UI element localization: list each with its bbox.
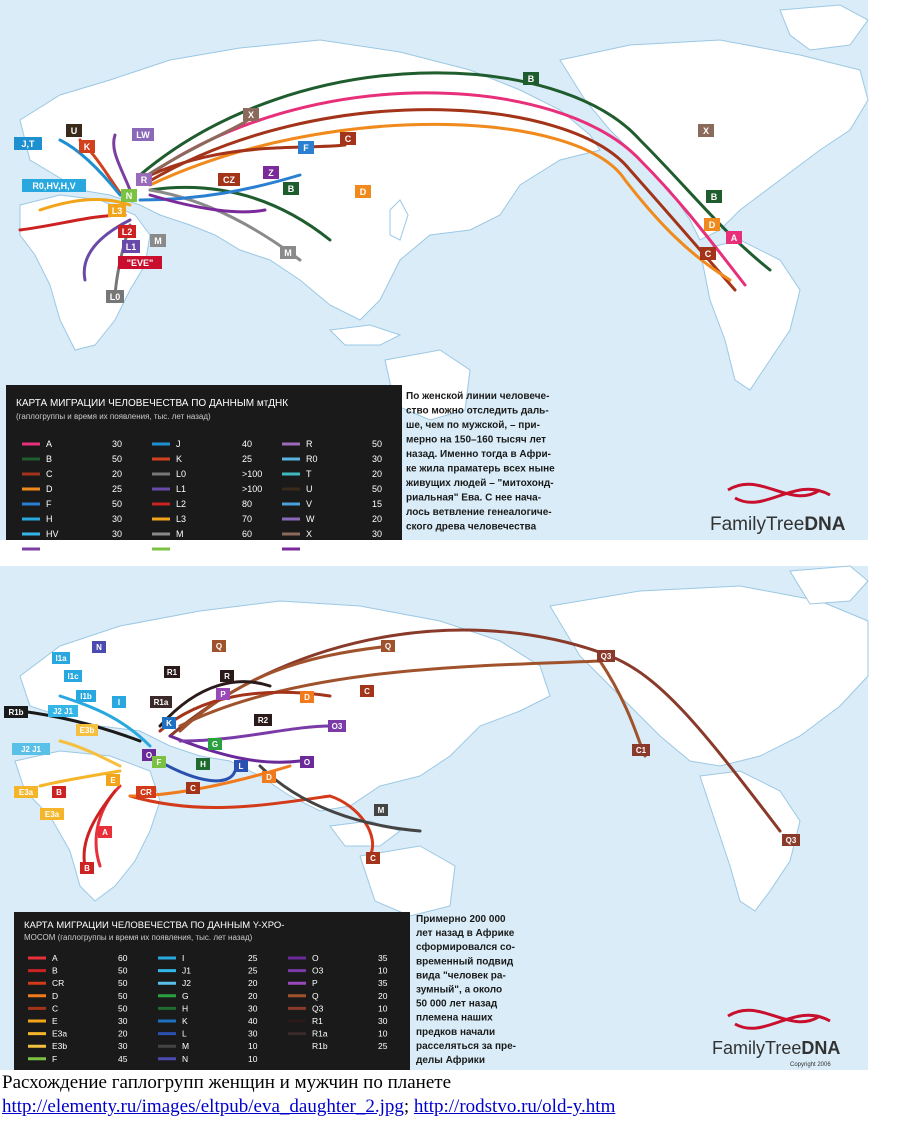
map-label xyxy=(523,72,539,85)
legend-haplogroup: F xyxy=(52,1053,58,1064)
map-label xyxy=(121,189,137,202)
svg-text:D: D xyxy=(359,187,367,197)
legend-haplogroup: J1 xyxy=(182,965,191,976)
legend-age: 30 xyxy=(248,1028,258,1039)
map-label xyxy=(218,173,240,186)
description-line: временный подвид xyxy=(416,956,514,968)
legend-age: 30 xyxy=(378,1016,388,1026)
legend-haplogroup: J xyxy=(176,439,181,449)
legend-age: 50 xyxy=(242,544,253,554)
map-label xyxy=(136,786,156,798)
map-label xyxy=(118,256,162,269)
svg-text:L3: L3 xyxy=(111,206,123,216)
svg-text:Q: Q xyxy=(215,642,223,651)
svg-text:Z: Z xyxy=(268,168,274,178)
legend-age: 30 xyxy=(248,1003,258,1014)
description-line: 50 000 лет назад xyxy=(416,998,498,1010)
map-label xyxy=(76,724,98,736)
legend-age: 40 xyxy=(248,1016,258,1026)
legend-haplogroup: Q3 xyxy=(312,1003,324,1014)
legend-item xyxy=(22,544,122,554)
svg-text:I1c: I1c xyxy=(67,672,79,681)
map-label xyxy=(366,852,380,864)
legend-age: 50 xyxy=(118,965,128,976)
legend-haplogroup: L0 xyxy=(176,469,187,479)
caption-links xyxy=(2,1095,892,1119)
legend-haplogroup: L3 xyxy=(176,514,187,524)
map-label xyxy=(243,108,259,121)
map-label xyxy=(12,743,50,755)
legend-haplogroup: M xyxy=(182,1041,190,1052)
mtdna-migration-map xyxy=(0,0,868,554)
svg-text:O: O xyxy=(145,751,153,760)
map-label xyxy=(52,652,70,664)
map-label xyxy=(300,691,314,703)
legend-haplogroup: C xyxy=(46,469,53,479)
svg-text:R1a: R1a xyxy=(153,698,169,707)
legend-age: 15 xyxy=(112,544,123,554)
legend-age: 50 xyxy=(118,1003,128,1014)
svg-text:L0: L0 xyxy=(109,292,121,302)
map-label xyxy=(216,688,230,700)
legend-haplogroup: E3b xyxy=(52,1041,68,1052)
svg-text:P: P xyxy=(220,690,226,699)
svg-text:R0,HV,H,V: R0,HV,H,V xyxy=(32,181,76,191)
legend-age: 35 xyxy=(378,978,388,989)
legend-age: 20 xyxy=(248,990,258,1001)
description-line: ство можно отследить даль- xyxy=(406,405,549,417)
map-label xyxy=(92,641,106,653)
svg-text:R2: R2 xyxy=(257,716,269,725)
map-label xyxy=(162,717,176,729)
legend-age: 35 xyxy=(378,953,388,963)
legend-haplogroup: R1b xyxy=(312,1041,328,1052)
legend-haplogroup: HV xyxy=(46,529,59,539)
legend-age: 60 xyxy=(118,953,128,963)
legend-haplogroup: R0 xyxy=(306,454,318,464)
legend-haplogroup: N xyxy=(176,544,183,554)
svg-text:LW: LW xyxy=(136,130,150,140)
legend-haplogroup: U xyxy=(306,484,313,494)
legend-haplogroup: C xyxy=(52,1003,59,1014)
svg-text:K: K xyxy=(166,719,172,728)
legend-haplogroup: E3a xyxy=(52,1028,68,1039)
legend-haplogroup: W xyxy=(306,514,315,524)
legend-haplogroup: A xyxy=(46,439,53,449)
legend-haplogroup: D xyxy=(46,484,53,494)
svg-text:M: M xyxy=(154,236,162,246)
legend-haplogroup: B xyxy=(52,965,58,976)
svg-text:H: H xyxy=(200,760,206,769)
ydna-map-svg xyxy=(0,566,868,1070)
description-line: мерно на 150–160 тысяч лет xyxy=(406,434,547,446)
legend-age: 20 xyxy=(372,514,383,524)
svg-text:E3a: E3a xyxy=(44,810,60,819)
description-line: риальная" Ева. С нее нача- xyxy=(406,492,542,504)
map-label xyxy=(234,760,248,772)
legend-haplogroup: A xyxy=(52,953,58,963)
legend-haplogroup: P xyxy=(312,978,318,989)
map-label xyxy=(14,786,38,798)
description-line: лось ветвление генеалогиче- xyxy=(406,507,552,518)
source-link-elementy[interactable]: http://elementy.ru/images/eltpub/eva_daughter_2.jpg xyxy=(2,1096,404,1117)
legend-age: 50 xyxy=(118,978,128,989)
legend-subtitle: (гаплогруппы и время их появления, тыс. лет назад) xyxy=(16,412,211,421)
svg-text:O3: O3 xyxy=(331,722,343,731)
description-line: предков начали xyxy=(416,1026,496,1038)
legend-age: 50 xyxy=(118,990,128,1001)
svg-text:C: C xyxy=(190,784,196,793)
svg-text:R1: R1 xyxy=(166,668,178,677)
map-label xyxy=(597,650,615,662)
svg-text:J2 J1: J2 J1 xyxy=(52,707,74,716)
description-line: делы Африки xyxy=(416,1055,485,1066)
legend-haplogroup: K xyxy=(182,1016,188,1026)
legend-haplogroup: D xyxy=(52,990,59,1001)
svg-text:G: G xyxy=(211,740,219,749)
legend-haplogroup: R xyxy=(306,439,313,449)
svg-text:C: C xyxy=(704,249,712,259)
svg-text:B: B xyxy=(56,788,62,797)
map-label xyxy=(360,685,374,697)
description-line: живущих людей – "митохонд- xyxy=(406,478,554,489)
map-label xyxy=(22,179,86,192)
legend-age: >100 xyxy=(242,484,263,494)
legend-haplogroup: R1a xyxy=(312,1028,328,1039)
legend-age: 10 xyxy=(248,1053,258,1064)
map-label xyxy=(108,204,126,217)
legend-age: 20 xyxy=(372,469,383,479)
legend-age: 80 xyxy=(242,499,253,509)
legend-haplogroup: L1 xyxy=(176,484,187,494)
svg-text:E3a: E3a xyxy=(18,788,34,797)
svg-text:"EVE": "EVE" xyxy=(126,258,154,268)
svg-text:R: R xyxy=(140,175,148,185)
svg-text:X: X xyxy=(702,126,710,136)
svg-text:M: M xyxy=(377,806,385,815)
legend-haplogroup: V xyxy=(306,499,313,509)
svg-text:FamilyTreeDNA: FamilyTreeDNA xyxy=(710,514,846,535)
legend-age: 20 xyxy=(112,469,123,479)
map-label xyxy=(122,240,140,253)
svg-text:A: A xyxy=(730,233,738,243)
legend-age: 10 xyxy=(378,1028,388,1039)
map-label xyxy=(328,720,346,732)
legend-title: КАРТА МИГРАЦИИ ЧЕЛОВЕЧЕСТВА ПО ДАННЫМ мтДНК xyxy=(16,398,289,409)
map-label xyxy=(300,756,314,768)
map-label xyxy=(340,132,356,145)
y-chromosome-migration-map xyxy=(0,566,868,1070)
map-label xyxy=(48,705,78,717)
map-label xyxy=(132,128,154,141)
legend-haplogroup: N xyxy=(182,1053,189,1064)
svg-text:I: I xyxy=(117,698,121,707)
legend-haplogroup: CR xyxy=(52,978,65,989)
legend-haplogroup: R1 xyxy=(312,1016,323,1026)
svg-text:L1: L1 xyxy=(125,242,137,252)
svg-text:E3b: E3b xyxy=(79,726,95,735)
map-label xyxy=(14,137,42,150)
description-line: Примерно 200 000 xyxy=(416,914,506,925)
svg-text:J,T: J,T xyxy=(21,139,35,149)
svg-text:X: X xyxy=(247,110,255,120)
legend-haplogroup: H xyxy=(182,1003,189,1014)
legend-age: 15 xyxy=(372,499,383,509)
map-label xyxy=(150,696,172,708)
svg-text:B: B xyxy=(527,74,535,84)
legend-haplogroup: E xyxy=(52,1016,58,1026)
svg-text:J2 J1: J2 J1 xyxy=(20,745,42,754)
legend-age: 30 xyxy=(372,454,383,464)
map-label xyxy=(4,706,28,718)
svg-text:D: D xyxy=(708,220,716,230)
legend-age: >100 xyxy=(242,469,263,479)
legend-age: 25 xyxy=(112,484,123,494)
description-line: зумный", а около xyxy=(416,984,503,996)
map-label xyxy=(298,141,314,154)
legend-age: 25 xyxy=(248,965,258,976)
svg-text:E: E xyxy=(110,776,116,785)
map-label xyxy=(40,808,64,820)
legend-age: 50 xyxy=(372,439,383,449)
svg-text:L: L xyxy=(238,762,244,771)
map-label xyxy=(52,786,66,798)
svg-text:B: B xyxy=(287,184,295,194)
map-label xyxy=(381,640,395,652)
svg-text:CZ: CZ xyxy=(223,175,235,185)
legend-haplogroup: F xyxy=(46,499,52,509)
legend-haplogroup: T xyxy=(306,469,312,479)
map-label xyxy=(374,804,388,816)
description-line: племена наших xyxy=(416,1012,493,1024)
caption-text: Расхождение гаплогрупп женщин и мужчин по планете xyxy=(2,1072,452,1093)
svg-text:FamilyTreeDNA: FamilyTreeDNA xyxy=(712,1038,841,1058)
link-separator: ; xyxy=(403,1096,414,1117)
legend-age: 30 xyxy=(118,1016,128,1026)
description-line: сформировался со- xyxy=(416,942,515,954)
svg-text:B: B xyxy=(710,192,718,202)
svg-text:D: D xyxy=(266,773,272,782)
svg-text:I1b: I1b xyxy=(80,692,92,701)
svg-text:D: D xyxy=(304,693,310,702)
legend-item xyxy=(282,544,382,554)
legend-haplogroup: G xyxy=(182,990,189,1001)
legend-age: 40 xyxy=(242,439,253,449)
legend-age: 10 xyxy=(378,965,388,976)
description-line: По женской линии человече- xyxy=(406,391,550,402)
map-label xyxy=(632,744,650,756)
svg-text:Q3: Q3 xyxy=(785,836,797,845)
map-label xyxy=(220,670,234,682)
legend-age: 50 xyxy=(112,454,123,464)
legend-age: 25 xyxy=(248,953,258,963)
legend-haplogroup: B xyxy=(46,454,53,464)
map-label xyxy=(726,231,742,244)
svg-text:R1b: R1b xyxy=(8,708,24,717)
map-label xyxy=(262,771,276,783)
map-label xyxy=(152,756,166,768)
map-label xyxy=(66,124,82,137)
legend-haplogroup: O xyxy=(312,953,319,963)
svg-text:F: F xyxy=(303,143,309,153)
svg-text:Q: Q xyxy=(384,642,392,651)
description-line: ке жила праматерь всех ныне xyxy=(406,463,555,475)
svg-text:N: N xyxy=(96,643,102,652)
legend-haplogroup: I xyxy=(182,953,185,963)
map-label xyxy=(280,246,296,259)
map-label xyxy=(136,173,152,186)
legend-age: 30 xyxy=(118,1041,128,1052)
svg-text:U: U xyxy=(70,126,78,136)
legend-age: 70 xyxy=(242,514,253,524)
legend-item xyxy=(152,544,252,554)
legend-age: 50 xyxy=(372,484,383,494)
map-label xyxy=(704,218,720,231)
figure-caption xyxy=(2,1071,892,1119)
description-line: назад. Именно тогда в Афри- xyxy=(406,449,551,460)
legend-haplogroup: K xyxy=(176,454,183,464)
map-label xyxy=(112,696,126,708)
legend-age: 20 xyxy=(118,1028,128,1039)
svg-text:Q3: Q3 xyxy=(600,652,612,661)
map-label xyxy=(355,185,371,198)
map-label xyxy=(186,782,200,794)
description-text xyxy=(416,914,516,1066)
legend-age: 60 xyxy=(242,529,253,539)
svg-text:C: C xyxy=(344,134,352,144)
map-label xyxy=(76,690,96,702)
legend-haplogroup: I xyxy=(46,544,49,554)
svg-text:C1: C1 xyxy=(635,746,647,755)
legend-age: 25 xyxy=(242,454,253,464)
svg-text:N: N xyxy=(125,191,133,201)
legend-age: 30 xyxy=(112,439,123,449)
legend-haplogroup: L xyxy=(182,1028,187,1039)
legend-haplogroup: O3 xyxy=(312,965,324,976)
legend-age: 20 xyxy=(378,990,388,1001)
legend-haplogroup: Z xyxy=(306,544,312,554)
svg-text:B: B xyxy=(84,864,90,873)
map-label xyxy=(80,862,94,874)
legend-panel xyxy=(6,385,402,554)
legend-panel xyxy=(14,912,410,1070)
description-line: расселяться за пре- xyxy=(416,1040,516,1052)
mtdna-map-svg xyxy=(0,0,868,554)
map-label xyxy=(698,124,714,137)
map-label xyxy=(118,225,136,238)
svg-text:M: M xyxy=(284,248,292,258)
source-link-rodstvo[interactable]: http://rodstvo.ru/old-y.htm xyxy=(413,1096,616,1117)
legend-age: 10 xyxy=(378,1003,388,1014)
svg-text:R: R xyxy=(224,672,230,681)
legend-age: 30 xyxy=(112,514,123,524)
legend-age: 30 xyxy=(112,529,123,539)
legend-haplogroup: Q xyxy=(312,990,319,1001)
legend-title: КАРТА МИГРАЦИИ ЧЕЛОВЕЧЕСТВА ПО ДАННЫМ Y-ХРО- xyxy=(24,920,285,931)
map-label xyxy=(79,140,95,153)
map-label xyxy=(64,670,82,682)
legend-age: 30 xyxy=(372,544,383,554)
map-label xyxy=(254,714,272,726)
svg-text:I1a: I1a xyxy=(55,654,67,663)
legend-haplogroup: X xyxy=(306,529,313,539)
legend-haplogroup: H xyxy=(46,514,53,524)
legend-age: 10 xyxy=(248,1041,258,1052)
map-label xyxy=(782,834,800,846)
map-label xyxy=(706,190,722,203)
description-line: вида "человек ра- xyxy=(416,970,506,982)
map-label xyxy=(150,234,166,247)
map-label xyxy=(106,290,124,303)
description-line: лет назад в Африке xyxy=(416,928,515,940)
svg-text:A: A xyxy=(102,828,108,837)
map-label xyxy=(208,738,222,750)
svg-text:L2: L2 xyxy=(121,227,133,237)
legend-age: 25 xyxy=(378,1041,388,1052)
legend-age: 30 xyxy=(372,529,383,539)
map-label xyxy=(263,166,279,179)
svg-text:C: C xyxy=(364,687,370,696)
legend-age: 50 xyxy=(112,499,123,509)
map-label xyxy=(98,826,112,838)
svg-text:CR: CR xyxy=(140,788,152,797)
map-label xyxy=(164,666,180,678)
legend-haplogroup: J2 xyxy=(182,978,191,989)
map-label xyxy=(283,182,299,195)
legend-haplogroup: M xyxy=(176,529,184,539)
legend-age: 45 xyxy=(118,1053,128,1064)
legend-subtitle: МОСОМ (гаплогруппы и время их появления, тыс. лет назад) xyxy=(24,933,253,942)
svg-text:F: F xyxy=(156,758,162,767)
copyright-text: Copyright 2006 xyxy=(790,1062,831,1068)
map-label xyxy=(212,640,226,652)
description-line: ше, чем по мужской, – при- xyxy=(406,420,540,431)
map-label xyxy=(196,758,210,770)
description-line: ского древа человечества xyxy=(406,521,537,533)
svg-text:C: C xyxy=(370,854,376,863)
legend-age: 20 xyxy=(248,978,258,989)
map-label xyxy=(700,247,716,260)
legend-haplogroup: L2 xyxy=(176,499,187,509)
svg-text:K: K xyxy=(83,142,91,152)
svg-text:O: O xyxy=(303,758,311,767)
map-label xyxy=(106,774,120,786)
